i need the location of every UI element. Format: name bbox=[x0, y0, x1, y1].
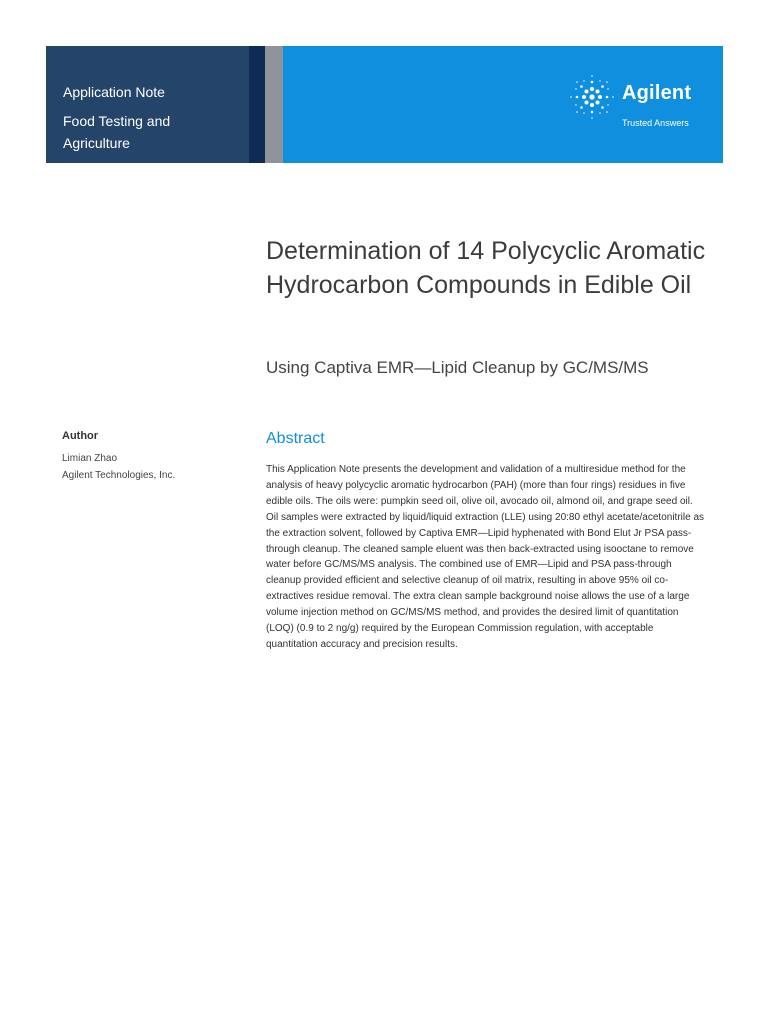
header-banner bbox=[46, 46, 723, 163]
brand-tagline: Trusted Answers bbox=[622, 118, 689, 128]
agilent-spark-icon bbox=[566, 71, 618, 123]
abstract-body: This Application Note presents the development and validation of a multiresidue method for the analysis of heavy polycyclic aromatic hydrocarbon (PAH) (more than four rings) residues in five edible oils. The oils were: pumpkin seed oil, olive oil, avocado oil, almond oil, and grape seed oil. Oil samples were extracted by liquid/liquid extraction (LLE) using 20:80 ethyl acetate/acetonitrile as the extraction solvent, followed by Captiva EMR—Lipid hyphenated with Bond Elut Jr PSA pass-through cleanup. The cleaned sample eluent was then back-extracted using isooctane to remove water before GC/MS/MS analysis. The combined use of EMR—Lipid and PSA pass-through cleanup provided efficient and selective cleanup of oil matrix, resulting in above 95% oil co-extractives residue removal. The extra clean sample background noise allows the use of a large volume injection method on GC/MS/MS method, and provides the desired limit of quantitation (LOQ) (0.9 to 2 ng/g) required by the European Commission regulation, with acceptable quantitation accuracy and precision results. bbox=[266, 464, 705, 650]
banner-gray-stripe bbox=[265, 46, 283, 163]
banner-dark-stripe bbox=[249, 46, 265, 163]
note-type-label: Application Note bbox=[63, 84, 165, 100]
note-category-label: Food Testing and Agriculture bbox=[63, 113, 171, 151]
document-subtitle: Using Captiva EMR—Lipid Cleanup by GC/MS/MS bbox=[266, 358, 649, 377]
document-title: Determination of 14 Polycyclic Aromatic Hydrocarbon Compounds in Edible Oil bbox=[266, 237, 706, 299]
author-name: Limian Zhao bbox=[62, 453, 118, 464]
author-heading: Author bbox=[62, 430, 99, 442]
author-organization: Agilent Technologies, Inc. bbox=[62, 470, 176, 481]
abstract-heading: Abstract bbox=[266, 430, 325, 447]
brand-name: Agilent bbox=[622, 82, 692, 104]
agilent-logo bbox=[566, 71, 706, 131]
